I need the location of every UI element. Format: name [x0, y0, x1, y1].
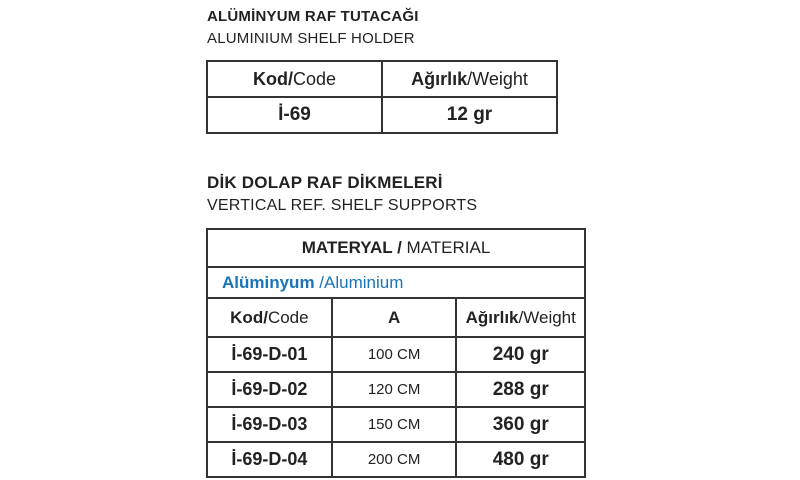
holder-title-en: ALUMINIUM SHELF HOLDER	[207, 30, 415, 47]
supports-table-header	[207, 298, 585, 337]
product-weight: 480 gr	[456, 442, 585, 477]
table-row	[207, 337, 585, 372]
product-weight: 240 gr	[456, 337, 585, 372]
aluminium-label: Alüminyum /Aluminium	[207, 267, 585, 298]
aluminium-row	[207, 267, 585, 298]
weight-column-header: Ağırlık/Weight	[456, 298, 585, 337]
table-row	[207, 407, 585, 442]
product-length: 100 CM	[332, 337, 457, 372]
code-column-header: Kod/Code	[207, 61, 382, 97]
holder-title-tr: ALÜMİNYUM RAF TUTACAĞI	[207, 8, 419, 25]
table-row	[207, 372, 585, 407]
weight-column-header: Ağırlık/Weight	[382, 61, 557, 97]
product-weight: 12 gr	[382, 97, 557, 133]
product-code: İ-69-D-03	[207, 407, 332, 442]
material-row	[207, 229, 585, 267]
table-row	[207, 442, 585, 477]
supports-title-en: VERTICAL REF. SHELF SUPPORTS	[207, 197, 478, 214]
product-code: İ-69-D-02	[207, 372, 332, 407]
supports-title-tr: DİK DOLAP RAF DİKMELERİ	[207, 173, 443, 192]
material-header: MATERYAL / MATERIAL	[207, 229, 585, 267]
holder-table-header	[207, 61, 557, 97]
product-code: İ-69-D-01	[207, 337, 332, 372]
table-row	[207, 97, 557, 133]
product-code: İ-69	[207, 97, 382, 133]
product-code: İ-69-D-04	[207, 442, 332, 477]
product-weight: 360 gr	[456, 407, 585, 442]
product-length: 120 CM	[332, 372, 457, 407]
product-length: 200 CM	[332, 442, 457, 477]
product-weight: 288 gr	[456, 372, 585, 407]
product-length: 150 CM	[332, 407, 457, 442]
length-column-header: A	[332, 298, 457, 337]
supports-table	[206, 228, 586, 478]
holder-table	[206, 60, 558, 134]
code-column-header: Kod/Code	[207, 298, 332, 337]
